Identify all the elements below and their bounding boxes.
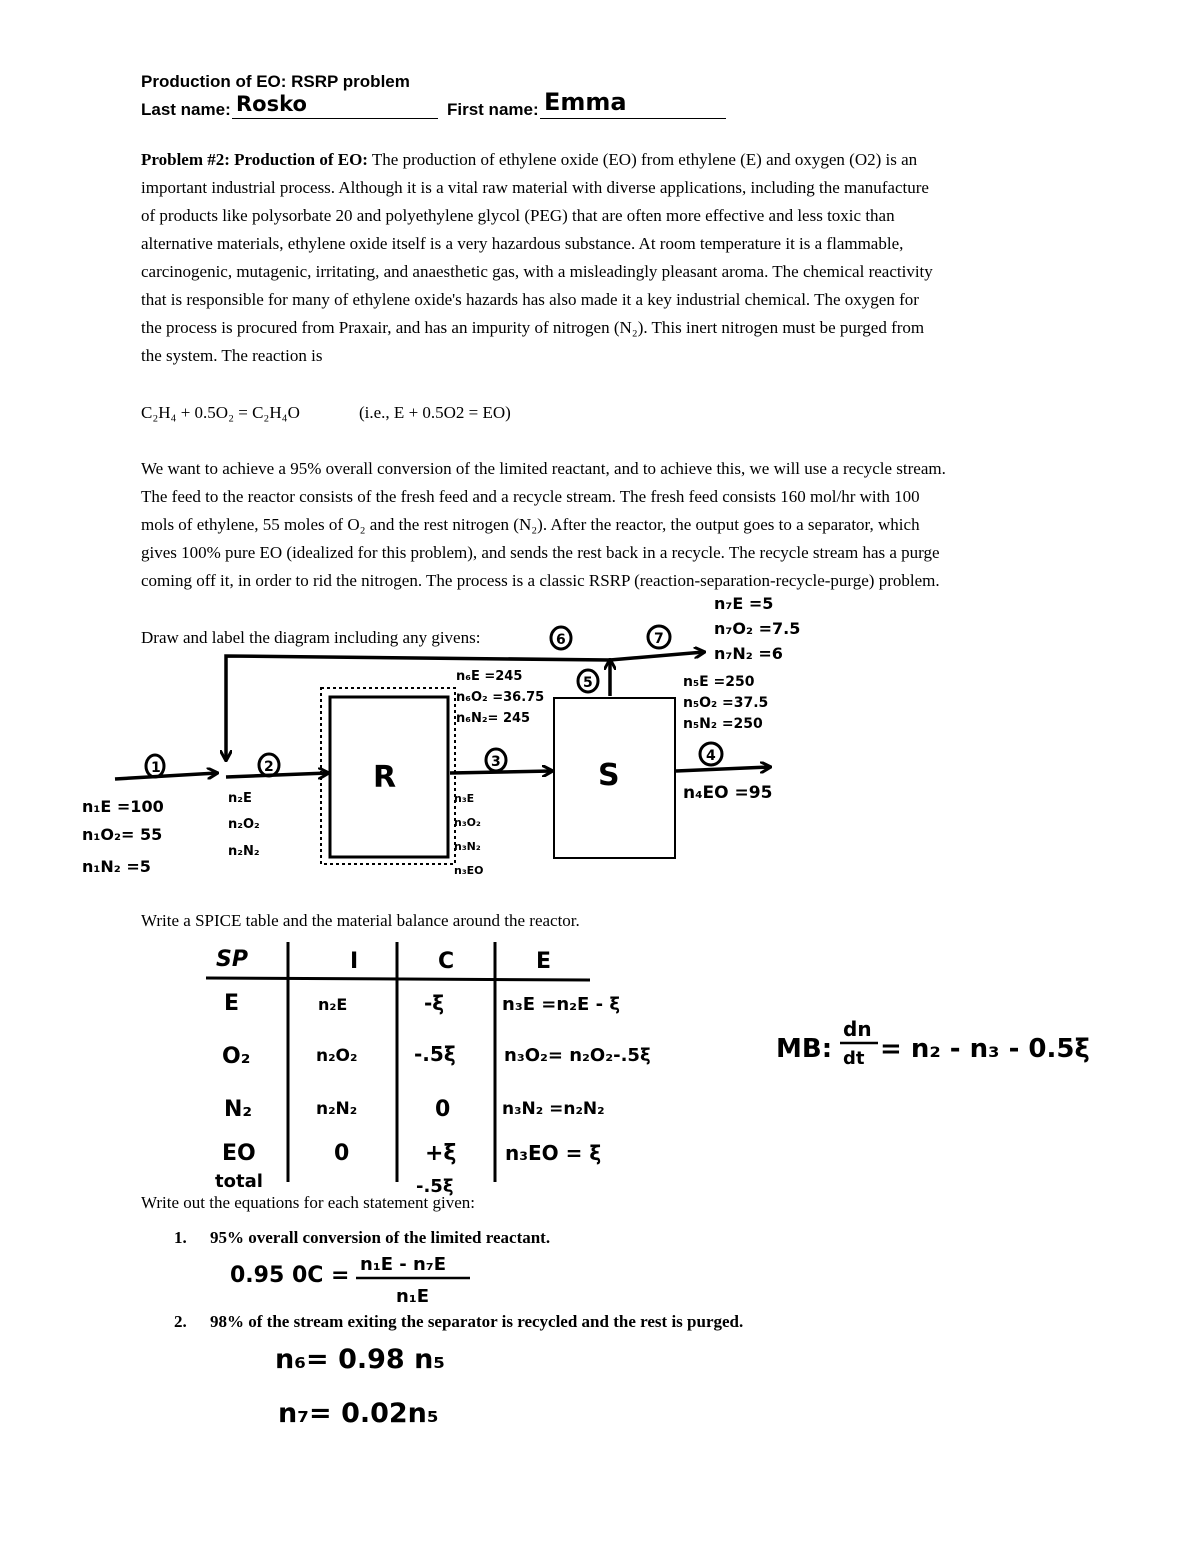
- spice-header-sp: SP: [216, 947, 248, 972]
- reaction-note: (i.e., E + 0.5O2 = EO): [359, 403, 511, 422]
- stream-3-label: n₃N₂: [454, 840, 481, 853]
- spice-cell: E: [224, 991, 240, 1016]
- spice-cell: n₃E =n₂E - ξ: [502, 994, 620, 1015]
- last-name-field[interactable]: [232, 94, 438, 119]
- stream-3-label: n₃EO: [454, 864, 484, 877]
- stream-2-label: n₂O₂: [228, 817, 260, 832]
- stream-7-label: n₇O₂ =7.5: [714, 619, 801, 638]
- spice-cell: n₂O₂: [316, 1046, 358, 1066]
- item-1-text: 95% overall conversion of the limited reactant.: [210, 1228, 551, 1247]
- spice-header-c: C: [438, 949, 455, 974]
- stream-1-label: n₁O₂= 55: [82, 825, 163, 844]
- stream-1-label: n₁E =100: [82, 797, 164, 816]
- stream-6-label: n₆O₂ =36.75: [456, 690, 545, 705]
- problem-line: important industrial process. Although it is a vital raw material with diverse applications, including the manufacture: [141, 178, 929, 197]
- para2-line: We want to achieve a 95% overall conversion of the limited reactant, and to achieve this, we will use a recycle stream.: [141, 459, 946, 478]
- problem-heading: Problem #2: Production of EO:: [141, 150, 368, 169]
- svg-text:2: 2: [264, 759, 274, 775]
- equation-1: [0, 1248, 1200, 1308]
- spice-cell: EO: [222, 1141, 256, 1166]
- mb-label: MB:: [776, 1034, 833, 1064]
- problem-line: of products like polysorbate 20 and polyethylene glycol (PEG) that are often more effective and less toxic than: [141, 206, 895, 225]
- stream-marker: [486, 749, 506, 771]
- spice-cell: O₂: [222, 1044, 251, 1069]
- stream-marker: [146, 755, 164, 777]
- para2-line: mols of ethylene, 55 moles of O₂ and the rest nitrogen (N₂). After the reactor, the output goes to a separator, which: [141, 515, 920, 534]
- stream-7-purge-arrow: [610, 652, 704, 660]
- stream-marker: [700, 743, 722, 765]
- spice-header-e: E: [536, 949, 552, 974]
- last-name-value: Rosko: [236, 92, 307, 116]
- mb-equation: = n₂ - n₃ - 0.5ξ: [880, 1034, 1090, 1064]
- first-name-value: Emma: [544, 88, 627, 116]
- problem-statement: [141, 146, 1061, 370]
- stream-4-arrow: [676, 767, 770, 771]
- stream-5-label: n₅N₂ =250: [683, 716, 763, 732]
- stream-marker: [551, 627, 571, 649]
- stream-1-label: n₁N₂ =5: [82, 857, 151, 876]
- problem-line: carcinogenic, mutagenic, irritating, and anaesthetic gas, with a misleadingly pleasant aroma. The chemical reactivity: [141, 262, 933, 281]
- para2-line: The feed to the reactor consists of the fresh feed and a recycle stream. The fresh feed consists 160 mol/hr with 100: [141, 487, 920, 506]
- problem-line: alternative materials, ethylene oxide itself is a very hazardous substance. At room temperature it is a flammable,: [141, 234, 904, 253]
- eq1-numerator: n₁E - n₇E: [360, 1254, 446, 1275]
- problem-line: the process is procured from Praxair, and has an impurity of nitrogen (N₂). This inert nitrogen must be purged from: [141, 318, 925, 337]
- item-1-number: 1.: [174, 1228, 187, 1247]
- first-name-label: First name:: [447, 100, 539, 119]
- spice-header-i: I: [350, 949, 359, 974]
- separator-label: S: [598, 758, 620, 793]
- stream-5-label: n₅E =250: [683, 674, 755, 690]
- stream-marker: [578, 670, 598, 692]
- item-2-text: 98% of the stream exiting the separator is recycled and the rest is purged.: [210, 1312, 744, 1331]
- eq1-denominator: n₁E: [396, 1286, 429, 1307]
- stream-4-label: n₄EO =95: [683, 783, 773, 803]
- stream-3-label: n₃E: [454, 792, 475, 805]
- reaction-equation: C₂H₄ + 0.5O₂ = C₂H₄O: [141, 403, 300, 422]
- problem-line: that is responsible for many of ethylene oxide's hazards has also made it a key industrial chemical. The oxygen for: [141, 290, 919, 309]
- problem-line: The production of ethylene oxide (EO) from ethylene (E) and oxygen (O2) is an: [371, 150, 918, 169]
- eq2b: n₇= 0.02n₅: [278, 1398, 439, 1429]
- stream-7-label: n₇N₂ =6: [714, 644, 783, 663]
- last-name-label: Last name:: [141, 100, 231, 119]
- diagram-prompt: Draw and label the diagram including any givens:: [141, 628, 481, 647]
- mb-fraction-numerator: dn: [843, 1017, 872, 1041]
- problem-line: the system. The reaction is: [141, 346, 323, 365]
- item-2-number: 2.: [174, 1312, 187, 1331]
- stream-3-label: n₃O₂: [454, 816, 481, 829]
- spice-cell: 0: [334, 1141, 350, 1166]
- svg-text:5: 5: [583, 675, 593, 691]
- para2-line: gives 100% pure EO (idealized for this problem), and sends the rest back in a recycle. The recycle stream has a purge: [141, 543, 940, 562]
- problem-paragraph-2: [141, 455, 1071, 595]
- stream-marker: [259, 754, 279, 776]
- stream-7-label: n₇E =5: [714, 594, 774, 613]
- spice-cell: N₂: [224, 1097, 253, 1122]
- stream-marker: [648, 626, 670, 648]
- mb-fraction-denominator: dt: [843, 1048, 865, 1069]
- spice-cell: -.5ξ: [416, 1176, 454, 1197]
- svg-text:1: 1: [151, 760, 161, 776]
- reactor-label: R: [373, 760, 397, 795]
- spice-cell: -ξ: [424, 991, 445, 1015]
- eq1-lhs: 0.95 0C =: [230, 1263, 350, 1288]
- stream-2-label: n₂N₂: [228, 844, 260, 859]
- stream-2-label: n₂E: [228, 791, 252, 806]
- spice-cell: n₃EO = ξ: [505, 1141, 602, 1165]
- spice-cell: n₂N₂: [316, 1099, 358, 1119]
- spice-table: [0, 930, 1200, 1200]
- worksheet-title: Production of EO: RSRP problem: [141, 72, 410, 91]
- stream-6-label: n₆E =245: [456, 669, 523, 684]
- stream-5-label: n₅O₂ =37.5: [683, 695, 769, 711]
- flow-diagram: [0, 590, 1200, 890]
- stream-1-arrow: [115, 773, 217, 779]
- spice-cell: total: [215, 1171, 263, 1192]
- eq2a: n₆= 0.98 n₅: [275, 1344, 446, 1375]
- svg-text:3: 3: [491, 754, 501, 770]
- spice-cell: n₃N₂ =n₂N₂: [502, 1099, 605, 1119]
- spice-cell: +ξ: [425, 1141, 457, 1166]
- stream-6-label: n₆N₂= 245: [456, 711, 531, 726]
- spice-cell: n₂E: [318, 995, 348, 1014]
- spice-cell: -.5ξ: [414, 1042, 456, 1066]
- spice-cell: 0: [435, 1097, 451, 1122]
- svg-text:7: 7: [654, 631, 664, 647]
- svg-text:4: 4: [706, 748, 716, 764]
- spice-cell: n₃O₂= n₂O₂-.5ξ: [504, 1045, 651, 1066]
- para2-line: coming off it, in order to rid the nitrogen. The process is a classic RSRP (reaction-separation-recycle-purge) problem.: [141, 571, 940, 590]
- svg-text:6: 6: [556, 632, 566, 648]
- first-name-field[interactable]: [540, 88, 726, 119]
- equations-prompt: Write out the equations for each statement given:: [141, 1193, 476, 1212]
- spice-prompt: Write a SPICE table and the material balance around the reactor.: [141, 911, 580, 930]
